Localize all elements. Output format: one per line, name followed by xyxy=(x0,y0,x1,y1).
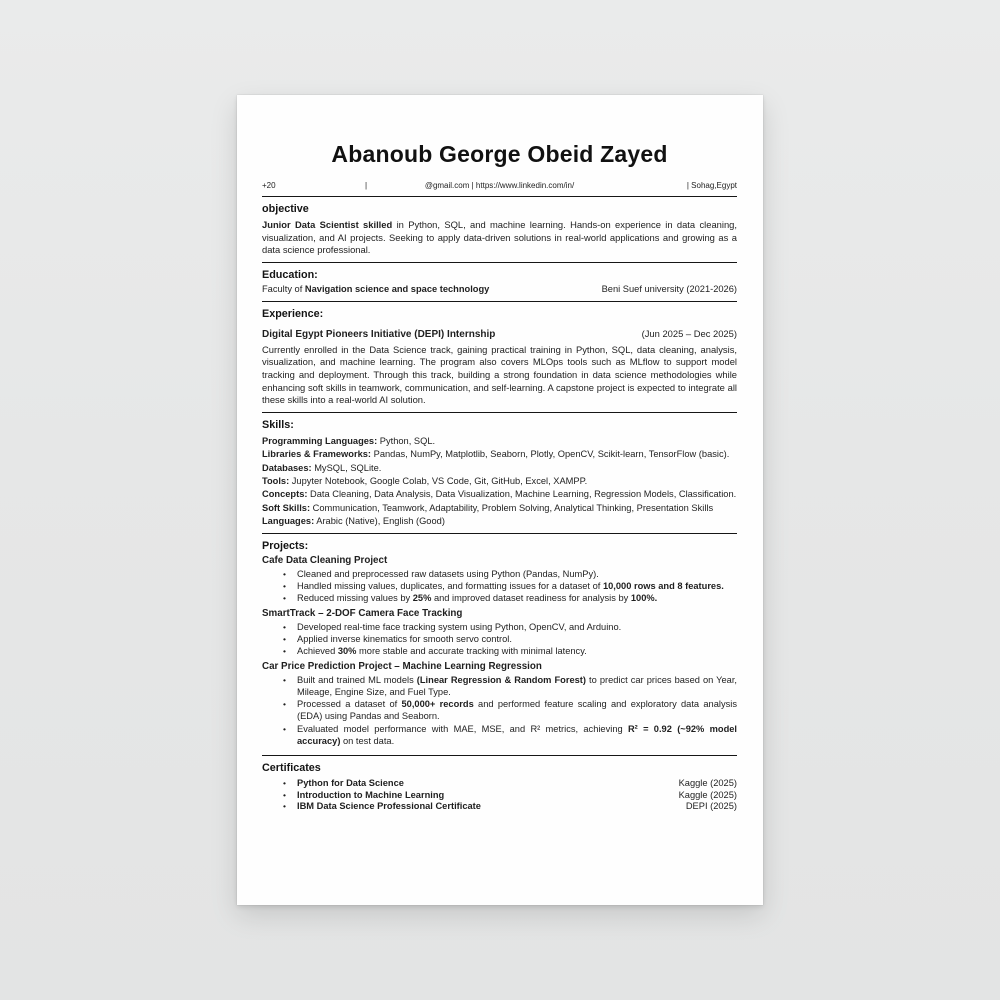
bullet-icon: • xyxy=(283,568,286,579)
certificate-issuer: DEPI (2025) xyxy=(685,801,737,812)
skills-list xyxy=(262,435,737,528)
objective-heading: objective xyxy=(262,203,309,215)
certificate-row xyxy=(262,801,737,812)
education-heading: Education: xyxy=(262,269,318,282)
divider-rule xyxy=(262,196,737,197)
project-group xyxy=(262,661,737,747)
experience-date: (Jun 2025 – Dec 2025) xyxy=(641,327,737,339)
project-title: SmartTrack – 2-DOF Camera Face Tracking xyxy=(262,608,463,620)
objective-text: Junior Data Scientist skilled in Python, SQL, and machine learning. Hands-on experience in data cleaning, visualization, and AI projects. Seeking to apply data-driven solutions in real-world applications and growing as a data science professional. xyxy=(262,219,737,256)
project-bullet: • Developed real-time face tracking system using Python, OpenCV, and Arduino. xyxy=(283,621,622,632)
contact-phone: +20 xyxy=(262,181,276,190)
contact-row xyxy=(262,181,737,191)
certificates-list xyxy=(262,778,737,812)
bullet-icon: • xyxy=(283,723,286,734)
bullet-icon: • xyxy=(283,789,286,800)
certificate-title: Python for Data Science xyxy=(297,778,404,789)
project-bullet: • Achieved 30% more stable and accurate tracking with minimal latency. xyxy=(283,646,587,657)
project-title: Car Price Prediction Project – Machine Learning Regression xyxy=(262,661,542,673)
project-bullet: • Reduced missing values by 25% and improved dataset readiness for analysis by 100%. xyxy=(283,593,658,604)
certificates-heading: Certificates xyxy=(262,762,321,775)
project-group xyxy=(262,555,737,604)
divider-rule xyxy=(262,755,737,756)
bullet-icon: • xyxy=(283,674,286,685)
skill-line: Soft Skills: Communication, Teamwork, Adaptability, Problem Solving, Analytical Thinking, Presentation Skills xyxy=(262,502,714,513)
section-education xyxy=(262,269,737,296)
certificate-title: Introduction to Machine Learning xyxy=(297,789,445,800)
bullet-icon: • xyxy=(283,801,286,812)
section-skills xyxy=(262,419,737,528)
project-group xyxy=(262,608,737,657)
projects-heading: Projects: xyxy=(262,539,309,552)
education-school: Beni Suef university (2021-2026) xyxy=(601,284,737,295)
experience-text: Currently enrolled in the Data Science track, gaining practical training in Python, SQL, data cleaning, analysis, visualization, and machine learning. The program also covers MLOps tools such as MLflow to support model tracking and deployment. Through this track, building a strong foundation in data science methodologies while enhancing soft skills in teamwork, communication, and self-learning. A capstone project is expected to integrate all these skills into a real-world AI solution. xyxy=(262,343,737,406)
section-objective xyxy=(262,203,737,257)
bullet-icon: • xyxy=(283,634,286,644)
divider-rule xyxy=(262,262,737,263)
skill-line: Databases: MySQL, SQLite. xyxy=(262,462,382,473)
project-bullet: • Built and trained ML models (Linear Regression & Random Forest) to predict car prices based on Year, Mileage, Engine Size, and Fuel Type. xyxy=(283,674,738,697)
contact-location: | Sohag,Egypt xyxy=(686,181,737,190)
skill-line: Concepts: Data Cleaning, Data Analysis, Data Visualization, Machine Learning, Regression Models, Classification. xyxy=(262,489,737,500)
contact-divider: | xyxy=(365,181,368,190)
skill-line: Languages: Arabic (Native), English (Good) xyxy=(262,515,445,526)
skills-heading: Skills: xyxy=(262,419,294,432)
divider-rule xyxy=(262,301,737,302)
experience-heading: Experience: xyxy=(262,307,324,320)
section-experience xyxy=(262,308,737,408)
certificate-row xyxy=(262,790,737,801)
project-bullet: • Handled missing values, duplicates, and formatting issues for a dataset of 10,000 rows and 8 features. xyxy=(283,581,724,592)
bullet-icon: • xyxy=(283,699,286,710)
certificate-issuer: Kaggle (2025) xyxy=(678,778,737,789)
divider-rule xyxy=(262,412,737,413)
certificate-title: IBM Data Science Professional Certificate xyxy=(297,801,481,812)
skill-line: Libraries & Frameworks: Pandas, NumPy, Matplotlib, Seaborn, Plotly, OpenCV, Scikit-learn, TensorFlow (basic). xyxy=(262,449,730,460)
certificate-issuer: Kaggle (2025) xyxy=(678,789,737,800)
bullet-icon: • xyxy=(283,593,286,604)
resume-name: Abanoub George Obeid Zayed xyxy=(331,141,668,167)
project-bullet: • Processed a dataset of 50,000+ records and performed feature scaling and exploratory data analysis (EDA) using Pandas and Seaborn. xyxy=(283,699,737,722)
bullet-icon: • xyxy=(283,646,286,657)
skill-line: Tools: Jupyter Notebook, Google Colab, VS Code, Git, GitHub, Excel, XAMPP. xyxy=(262,476,588,487)
bullet-icon: • xyxy=(283,581,286,592)
project-title: Cafe Data Cleaning Project xyxy=(262,555,388,567)
page-content xyxy=(237,95,763,813)
divider-rule xyxy=(262,533,737,534)
bullet-icon: • xyxy=(283,778,286,789)
experience-role: Digital Egypt Pioneers Initiative (DEPI) Internship xyxy=(262,328,496,340)
project-bullet: • Cleaned and preprocessed raw datasets using Python (Pandas, NumPy). xyxy=(283,568,599,579)
certificate-row xyxy=(262,778,737,789)
project-bullet: • Evaluated model performance with MAE, MSE, and R² metrics, achieving R² = 0.92 (~92% model accuracy) on test data. xyxy=(283,723,737,747)
project-bullet: • Applied inverse kinematics for smooth servo control. xyxy=(283,634,512,644)
section-certificates xyxy=(262,762,737,812)
contact-email-linkedin: @gmail.com | https://www.linkedin.com/in/ xyxy=(424,181,575,190)
education-faculty: Faculty of Navigation science and space technology xyxy=(262,284,490,295)
skill-line: Programming Languages: Python, SQL. xyxy=(262,436,436,447)
bullet-icon: • xyxy=(283,621,286,632)
experience-role-row xyxy=(262,328,737,340)
education-row xyxy=(262,284,737,296)
section-projects xyxy=(262,540,737,748)
resume-page xyxy=(237,95,763,905)
